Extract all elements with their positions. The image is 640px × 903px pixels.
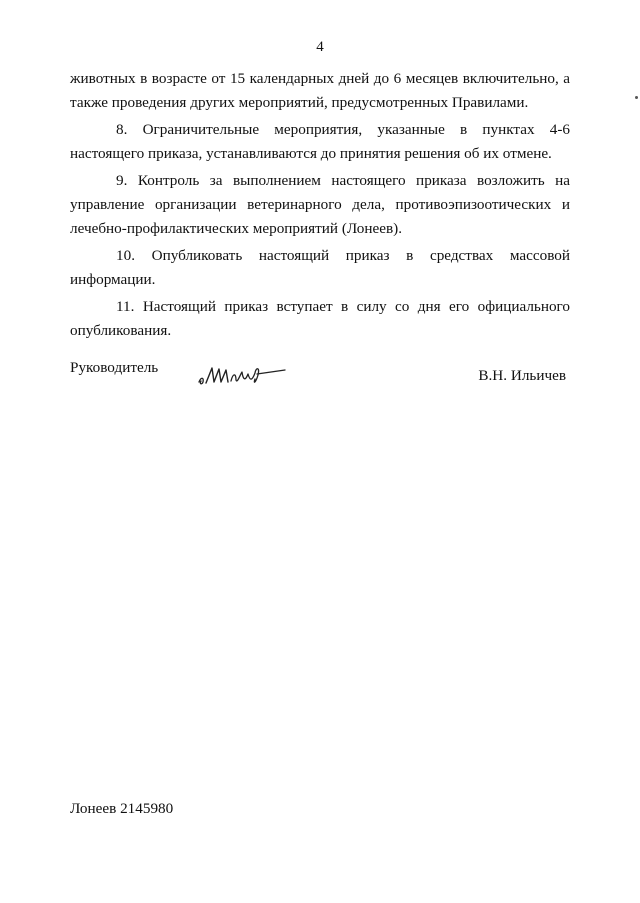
page-number: 4	[316, 39, 324, 55]
paragraph-item-9: 9. Контроль за выполнением настоящего приказа возложить на управление организации ветеринарного дела, противоэпизоотических и лечебно-профилактических мероприятий (Лонеев).	[70, 172, 570, 237]
handwritten-signature	[195, 355, 287, 391]
paragraph-item-10: 10. Опубликовать настоящий приказ в средствах массовой информации.	[70, 247, 570, 288]
signatory-name: В.Н. Ильичев	[478, 367, 566, 384]
signature-block	[70, 355, 566, 395]
paragraph-item-11: 11. Настоящий приказ вступает в силу со дня его официального опубликования.	[70, 298, 570, 339]
paragraph-item-8: 8. Ограничительные мероприятия, указанные в пунктах 4-6 настоящего приказа, устанавливаются до принятия решения об их отмене.	[70, 121, 570, 162]
scan-speck	[635, 96, 638, 99]
executor-note: Лонеев 2145980	[70, 800, 174, 817]
signatory-title: Руководитель	[70, 359, 159, 376]
paragraph-continuation: животных в возрасте от 15 календарных дней до 6 месяцев включительно, а также проведения других мероприятий, предусмотренных Правилами.	[70, 70, 570, 111]
document-body	[70, 67, 570, 346]
